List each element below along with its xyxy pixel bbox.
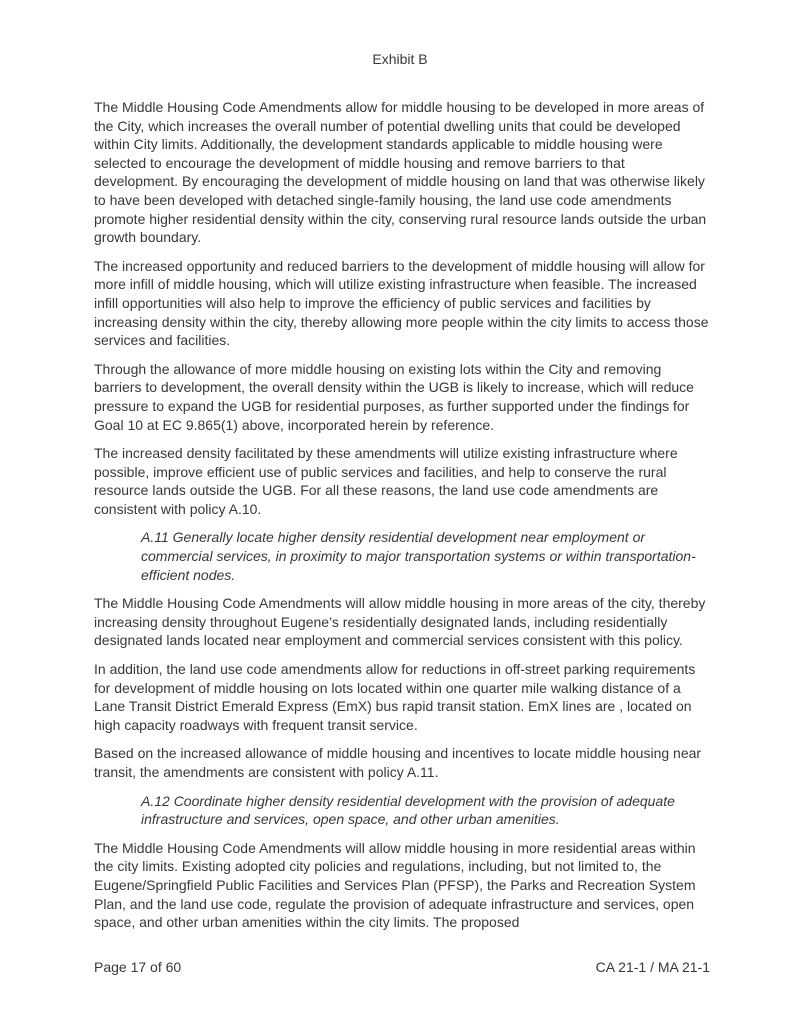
paragraph-policy-a12-finding: The Middle Housing Code Amendments will allow middle housing in more residential areas within the city limits. Existing adopted city policies and regulations, including, but not limited to, the Eugene/Springfield Public Facilities and Services Plan (PFSP), the Parks and Recreation System Plan, and the land use code, regulate the provision of adequate infrastructure and services, open space, and other urban amenities within the city limits. The proposed [94,839,696,931]
page-number: Page 17 of 60 [94,959,182,975]
policy-quote-a11: A.11 Generally locate higher density residential development near employment or commercial services, in proximity to major transportation systems or within transportation-efficient nodes. [141,529,696,583]
paragraph-middle-housing-overview: The Middle Housing Code Amendments allow for middle housing to be developed in more areas of the City, which increases the overall number of potential dwelling units that could be developed within City limits. Additionally, the development standards applicable to middle housing were selected to encourage the development of middle housing and remove barriers to that development. By encouraging the development of middle housing on land that was otherwise likely to have been developed with detached single-family housing, the land use code amendments promote higher residential density within the city, conserving rural resource lands outside the urban growth boundary. [94,99,707,246]
paragraph-policy-a11-finding: The Middle Housing Code Amendments will allow middle housing in more areas of the city, thereby increasing density throughout Eugene’s residentially designated lands, including residentially designated lands located near employment and commercial services consistent with this policy. [94,595,706,649]
case-number: CA 21-1 / MA 21-1 [595,959,710,975]
document-body [94,98,712,942]
page-footer [94,958,710,976]
paragraph-increased-opportunity: The increased opportunity and reduced barriers to the development of middle housing will allow for more infill of middle housing, which will utilize existing infrastructure when feasible. The increased infill opportunities will also help to improve the efficiency of public services and facilities by increasing density within the city, thereby allowing more people within the city limits to access those services and facilities. [94,257,709,349]
paragraph-ugb-density: Through the allowance of more middle housing on existing lots within the City and removing barriers to development, the overall density within the UGB is likely to increase, which will reduce pressure to expand the UGB for residential purposes, as further supported under the findings for Goal 10 at EC 9.865(1) above, incorporated herein by reference. [94,360,694,433]
paragraph-parking-reductions: In addition, the land use code amendments allow for reductions in off-street parking requirements for development of middle housing on lots located within one quarter mile walking distance of a Lane Transit District Emerald Express (EmX) bus rapid transit station. EmX lines are , located on high capacity roadways with frequent transit service. [94,661,696,733]
paragraph-policy-a10-conclusion: The increased density facilitated by these amendments will utilize existing infrastructure where possible, improve efficient use of public services and facilities, and help to conserve the rural resource lands outside the UGB. For all these reasons, the land use code amendments are consistent with policy A.10. [94,445,678,517]
paragraph-policy-a11-conclusion: Based on the increased allowance of middle housing and incentives to locate middle housing near transit, the amendments are consistent with policy A.11. [94,745,702,780]
document-title: Exhibit B [372,51,428,67]
policy-quote-a12: A.12 Coordinate higher density residential development with the provision of adequate infrastructure and services, open space, and other urban amenities. [141,792,675,828]
